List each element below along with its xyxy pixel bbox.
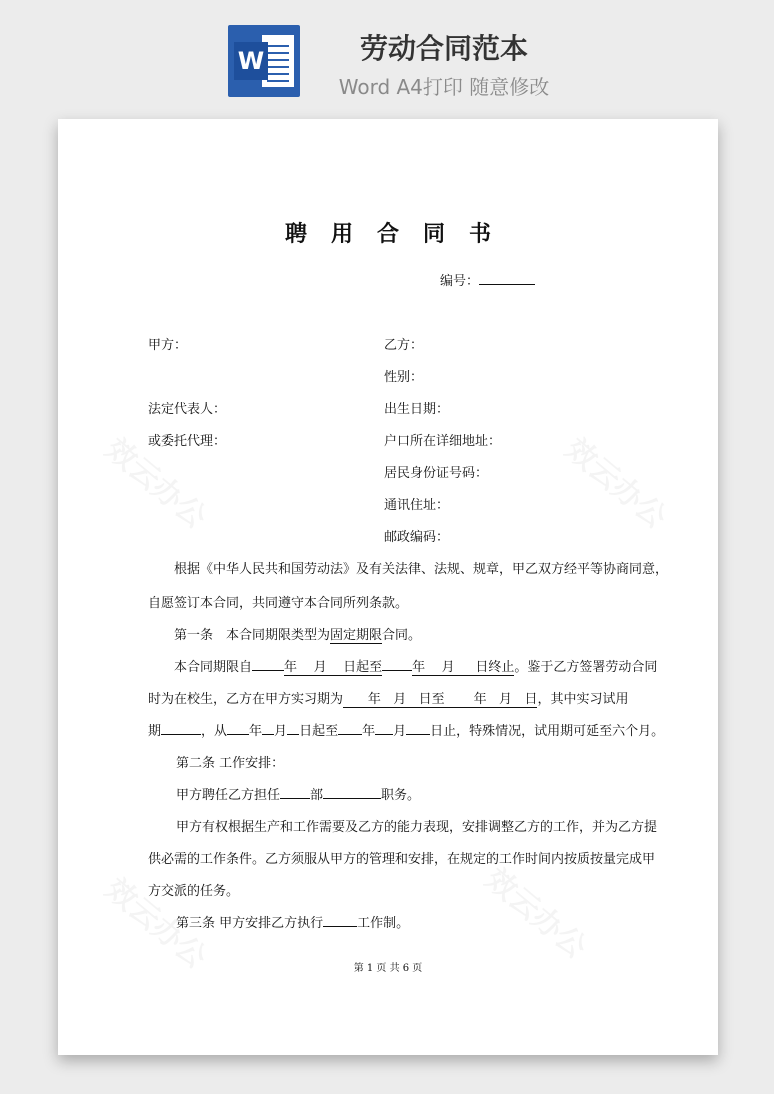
rights-line: 甲方有权根据生产和工作需要及乙方的能力表现，安排调整乙方的工作，并为乙方提 [176,820,658,835]
assignment-line: 甲方聘任乙方担任 部 职务。 [176,784,420,803]
number-label: 编号： [440,274,480,289]
watermark [558,426,678,537]
word-letter: W [234,42,268,80]
term-line-1: 本合同期限自 年 月 日起至 年 月 日终止。鉴于乙方签署劳动合同 [174,656,657,675]
document-page [58,119,718,1055]
watermark [478,856,598,967]
term-line-2: 时为在校生，乙方在甲方实习期为 年 月 日至 年 月 日，其中实习试用 [148,692,629,707]
term-date-end: 年 月 日终止 [412,660,515,675]
banner-title: 劳动合同范本 [359,32,528,65]
term-date-from: 年 月 日起至 [284,660,383,675]
article-1: 第一条 本合同期限类型为固定期限合同。 [174,624,421,644]
document-title: 聘用合同书 [284,222,515,247]
agent-label: 或委托代理： [148,434,227,449]
id-number-label: 居民身份证号码： [384,466,489,481]
rights-line: 供必需的工作条件。乙方须服从甲方的管理和安排，在规定的工作时间内按质按量完成甲 [148,852,656,867]
household-label: 户口所在详细地址： [384,434,502,449]
party-a-label: 甲方： [148,338,188,353]
word-document-icon [228,25,300,97]
rights-line: 方交派的任务。 [148,884,240,899]
contract-number [440,270,535,289]
banner-subtitle: Word A4打印 随意修改 [338,75,550,99]
legal-rep-label: 法定代表人： [148,402,227,417]
address-label: 通讯住址： [384,498,450,513]
postcode-label: 邮政编码： [384,530,450,545]
term-line-3: 期 ，从 年 月 日起至 年 月 日止，特殊情况，试用期可延至六个月。 [148,720,664,739]
internship-period: 年 月 日至 年 月 日 [343,692,537,708]
contract-type: 固定期限 [330,624,382,644]
page-footer: 第 1 页 共 6 页 [353,963,423,974]
banner [0,0,774,112]
number-blank [479,270,535,285]
preamble-line: 根据《中华人民共和国劳动法》及有关法律、法规、规章，甲乙双方经平等协商同意， [174,562,669,577]
article-3: 第三条 甲方安排乙方执行 工作制。 [176,912,409,931]
gender-label: 性别： [384,370,424,385]
party-b-label: 乙方： [384,338,424,353]
birth-date-label: 出生日期： [384,402,450,417]
preamble-line: 自愿签订本合同，共同遵守本合同所列条款。 [148,596,409,611]
article-2: 第二条 工作安排： [176,756,285,771]
